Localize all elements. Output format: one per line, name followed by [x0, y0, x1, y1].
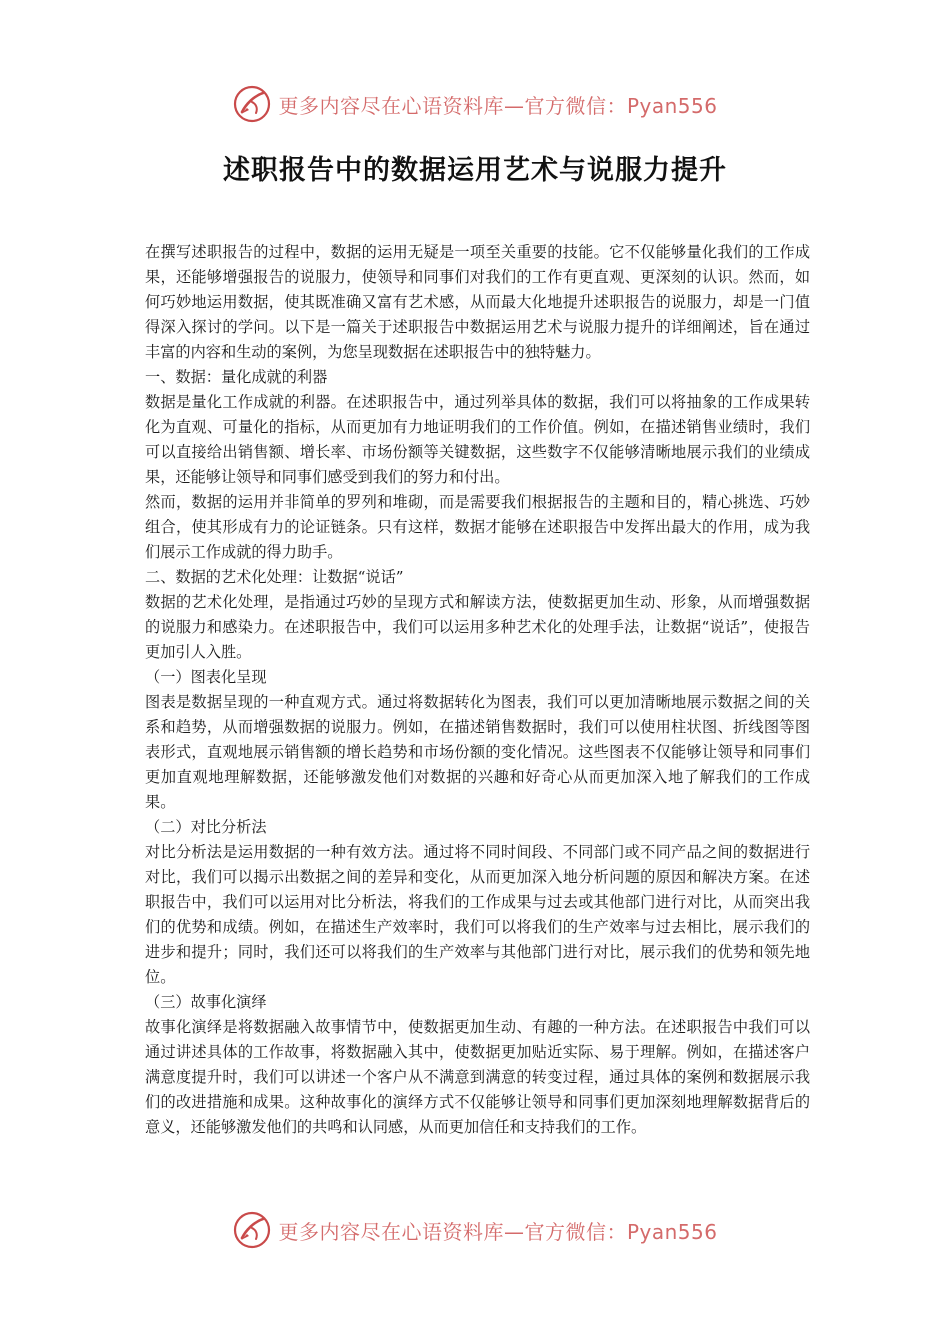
subsection-heading: （一）图表化呈现	[145, 668, 267, 686]
subsection-heading: （三）故事化演绎	[145, 993, 267, 1011]
banner-text: 更多内容尽在心语资料库—官方微信：Pyan556	[278, 1219, 718, 1244]
document-body	[145, 240, 810, 1140]
paragraph: 数据的艺术化处理，是指通过巧妙的呈现方式和解读方法，使数据更加生动、形象，从而增强数据的说服力和感染力。在述职报告中，我们可以运用多种艺术化的处理手法，让数据“说话”，使报告更加引人入胜。	[145, 593, 810, 661]
paragraph: 故事化演绎是将数据融入故事情节中，使数据更加生动、有趣的一种方法。在述职报告中我们可以通过讲述具体的工作故事，将数据融入其中，使数据更加贴近实际、易于理解。例如，在描述客户满意度提升时，我们可以讲述一个客户从不满意到满意的转变过程，通过具体的案例和数据展示我们的改进措施和成果。这种故事化的演绎方式不仅能够让领导和同事们更加深刻地理解数据背后的意义，还能够激发他们的共鸣和认同感，从而更加信任和支持我们的工作。	[145, 1018, 810, 1136]
paragraph: 在撰写述职报告的过程中，数据的运用无疑是一项至关重要的技能。它不仅能够量化我们的工作成果，还能够增强报告的说服力，使领导和同事们对我们的工作有更直观、更深刻的认识。然而，如何巧妙地运用数据，使其既准确又富有艺术感，从而最大化地提升述职报告的说服力，却是一门值得深入探讨的学问。以下是一篇关于述职报告中数据运用艺术与说服力提升的详细阐述，旨在通过丰富的内容和生动的案例，为您呈现数据在述职报告中的独特魅力。	[145, 243, 810, 361]
paragraph: 对比分析法是运用数据的一种有效方法。通过将不同时间段、不同部门或不同产品之间的数据进行对比，我们可以揭示出数据之间的差异和变化，从而更加深入地分析问题的原因和解决方案。在述职报告中，我们可以运用对比分析法，将我们的工作成果与过去或其他部门进行对比，从而突出我们的优势和成绩。例如，在描述生产效率时，我们可以将我们的生产效率与过去相比，展示我们的进步和提升；同时，我们还可以将我们的生产效率与其他部门进行对比，展示我们的优势和领先地位。	[145, 843, 810, 986]
pen-logo-icon	[232, 84, 272, 124]
subsection-heading: （二）对比分析法	[145, 818, 267, 836]
section-heading: 二、数据的艺术化处理：让数据“说话”	[145, 568, 404, 586]
paragraph: 然而，数据的运用并非简单的罗列和堆砌，而是需要我们根据报告的主题和目的，精心挑选、巧妙组合，使其形成有力的论证链条。只有这样，数据才能够在述职报告中发挥出最大的作用，成为我们展示工作成就的得力助手。	[145, 493, 810, 561]
section-heading: 一、数据：量化成就的利器	[145, 368, 328, 386]
document-title: 述职报告中的数据运用艺术与说服力提升	[223, 155, 727, 186]
paragraph: 数据是量化工作成就的利器。在述职报告中，通过列举具体的数据，我们可以将抽象的工作成果转化为直观、可量化的指标，从而更加有力地证明我们的工作价值。例如，在描述销售业绩时，我们可以直接给出销售额、增长率、市场份额等关键数据，这些数字不仅能够清晰地展示我们的业绩成果，还能够让领导和同事们感受到我们的努力和付出。	[145, 393, 810, 486]
footer-banner	[0, 1208, 950, 1252]
pen-logo-icon	[232, 1210, 272, 1250]
banner-text: 更多内容尽在心语资料库—官方微信：Pyan556	[278, 93, 718, 118]
paragraph: 图表是数据呈现的一种直观方式。通过将数据转化为图表，我们可以更加清晰地展示数据之间的关系和趋势，从而增强数据的说服力。例如，在描述销售数据时，我们可以使用柱状图、折线图等图表形式，直观地展示销售额的增长趋势和市场份额的变化情况。这些图表不仅能够让领导和同事们更加直观地理解数据，还能够激发他们对数据的兴趣和好奇心从而更加深入地了解我们的工作成果。	[145, 693, 810, 811]
header-banner	[0, 82, 950, 126]
